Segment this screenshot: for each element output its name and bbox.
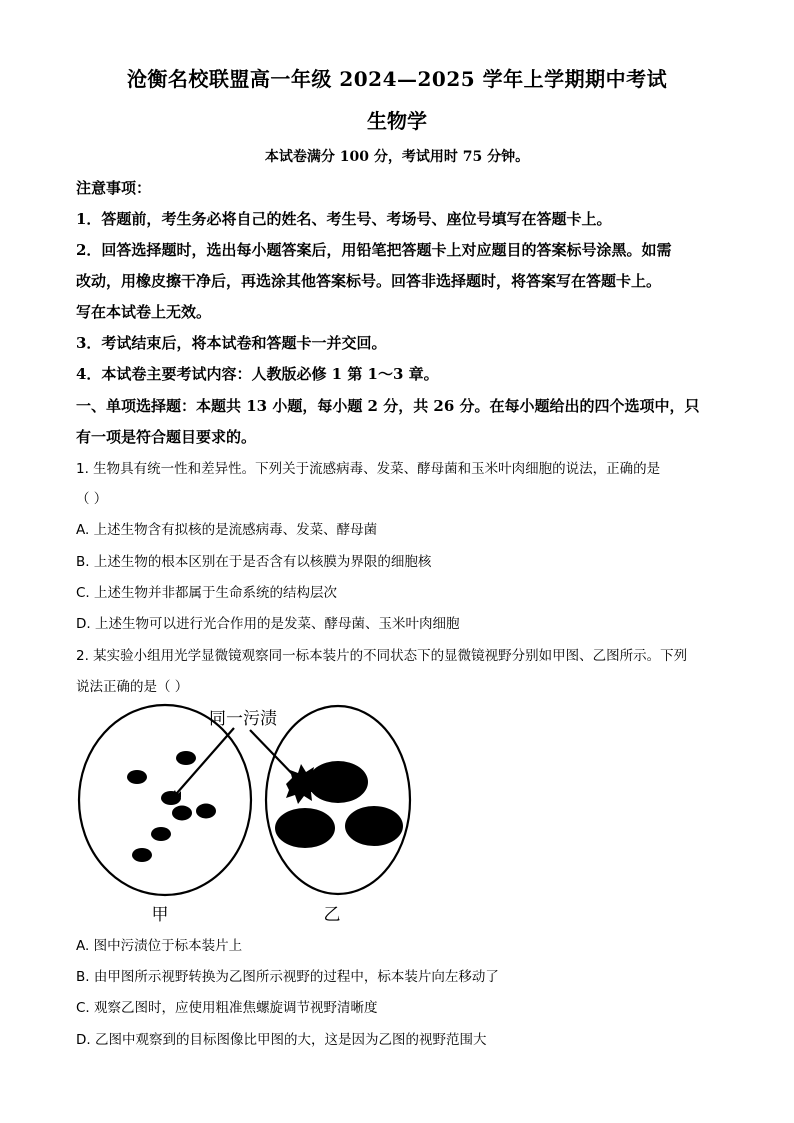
exam-title: 沧衡名校联盟高一年级 2024—2025 学年上学期期中考试 <box>126 67 668 91</box>
q1-option-c: C. 上述生物并非都属于生命系统的结构层次 <box>76 585 338 601</box>
notes-heading: 注意事项： <box>76 179 152 197</box>
note-item: 2．回答选择题时，选出每小题答案后，用铅笔把答题卡上对应题目的答案标号涂黑。如需 <box>76 241 672 259</box>
section-heading: 一、单项选择题：本题共 13 小题，每小题 2 分，共 26 分。在每小题给出的四个选项中，只 <box>76 397 700 415</box>
cell-yi <box>275 808 335 848</box>
cell-jia <box>151 827 171 841</box>
exam-info: 本试卷满分 100 分，考试用时 75 分钟。 <box>264 149 530 165</box>
cell-yi <box>345 806 403 846</box>
cell-jia <box>196 804 216 819</box>
figure-label-jia: 甲 <box>151 905 169 925</box>
note-item: 写在本试卷上无效。 <box>76 303 212 321</box>
note-item: 1．答题前，考生务必将自己的姓名、考生号、考场号、座位号填写在答题卡上。 <box>76 210 612 228</box>
cell-jia <box>132 848 152 862</box>
q2-option-b: B. 由甲图所示视野转换为乙图所示视野的过程中，标本装片向左移动了 <box>76 969 499 985</box>
q1-option-b: B. 上述生物的根本区别在于是否含有以核膜为界限的细胞核 <box>76 554 432 570</box>
pointer-line-yi <box>250 730 302 784</box>
note-item: 4．本试卷主要考试内容：人教版必修 1 第 1～3 章。 <box>76 365 439 383</box>
q1-stem: 1. 生物具有统一性和差异性。下列关于流感病毒、发菜、酵母菌和玉米叶肉细胞的说法，正确的是 <box>76 461 661 477</box>
microscope-figure <box>76 700 436 932</box>
q1-option-d: D. 上述生物可以进行光合作用的是发菜、酵母菌、玉米叶肉细胞 <box>76 616 460 632</box>
q1-option-a: A. 上述生物含有拟核的是流感病毒、发菜、酵母菌 <box>76 522 378 538</box>
cell-jia <box>127 770 147 784</box>
q2-option-a: A. 图中污渍位于标本装片上 <box>76 938 243 954</box>
q2-stem: 2. 某实验小组用光学显微镜观察同一标本装片的不同状态下的显微镜视野分别如甲图、乙图所示。下列 <box>76 648 688 664</box>
section-heading-cont: 有一项是符合题目要求的。 <box>76 428 257 446</box>
q1-stem-blank: （ ） <box>76 491 108 507</box>
cell-jia <box>172 806 192 821</box>
note-item: 3．考试结束后，将本试卷和答题卡一并交回。 <box>76 334 387 352</box>
q2-option-d: D. 乙图中观察到的目标图像比甲图的大，这是因为乙图的视野范围大 <box>76 1032 487 1048</box>
q2-stem-cont: 说法正确的是（ ） <box>76 679 189 695</box>
cell-yi <box>308 761 368 803</box>
figure-label-yi: 乙 <box>323 905 341 925</box>
note-item: 改动，用橡皮擦干净后，再选涂其他答案标号。回答非选择题时，将答案写在答题卡上。 <box>76 272 662 290</box>
q2-option-c: C. 观察乙图时，应使用粗准焦螺旋调节视野清晰度 <box>76 1000 378 1016</box>
cell-jia <box>176 751 196 765</box>
exam-subject: 生物学 <box>367 109 427 133</box>
figure-annotation: 同一污渍 <box>209 709 277 729</box>
